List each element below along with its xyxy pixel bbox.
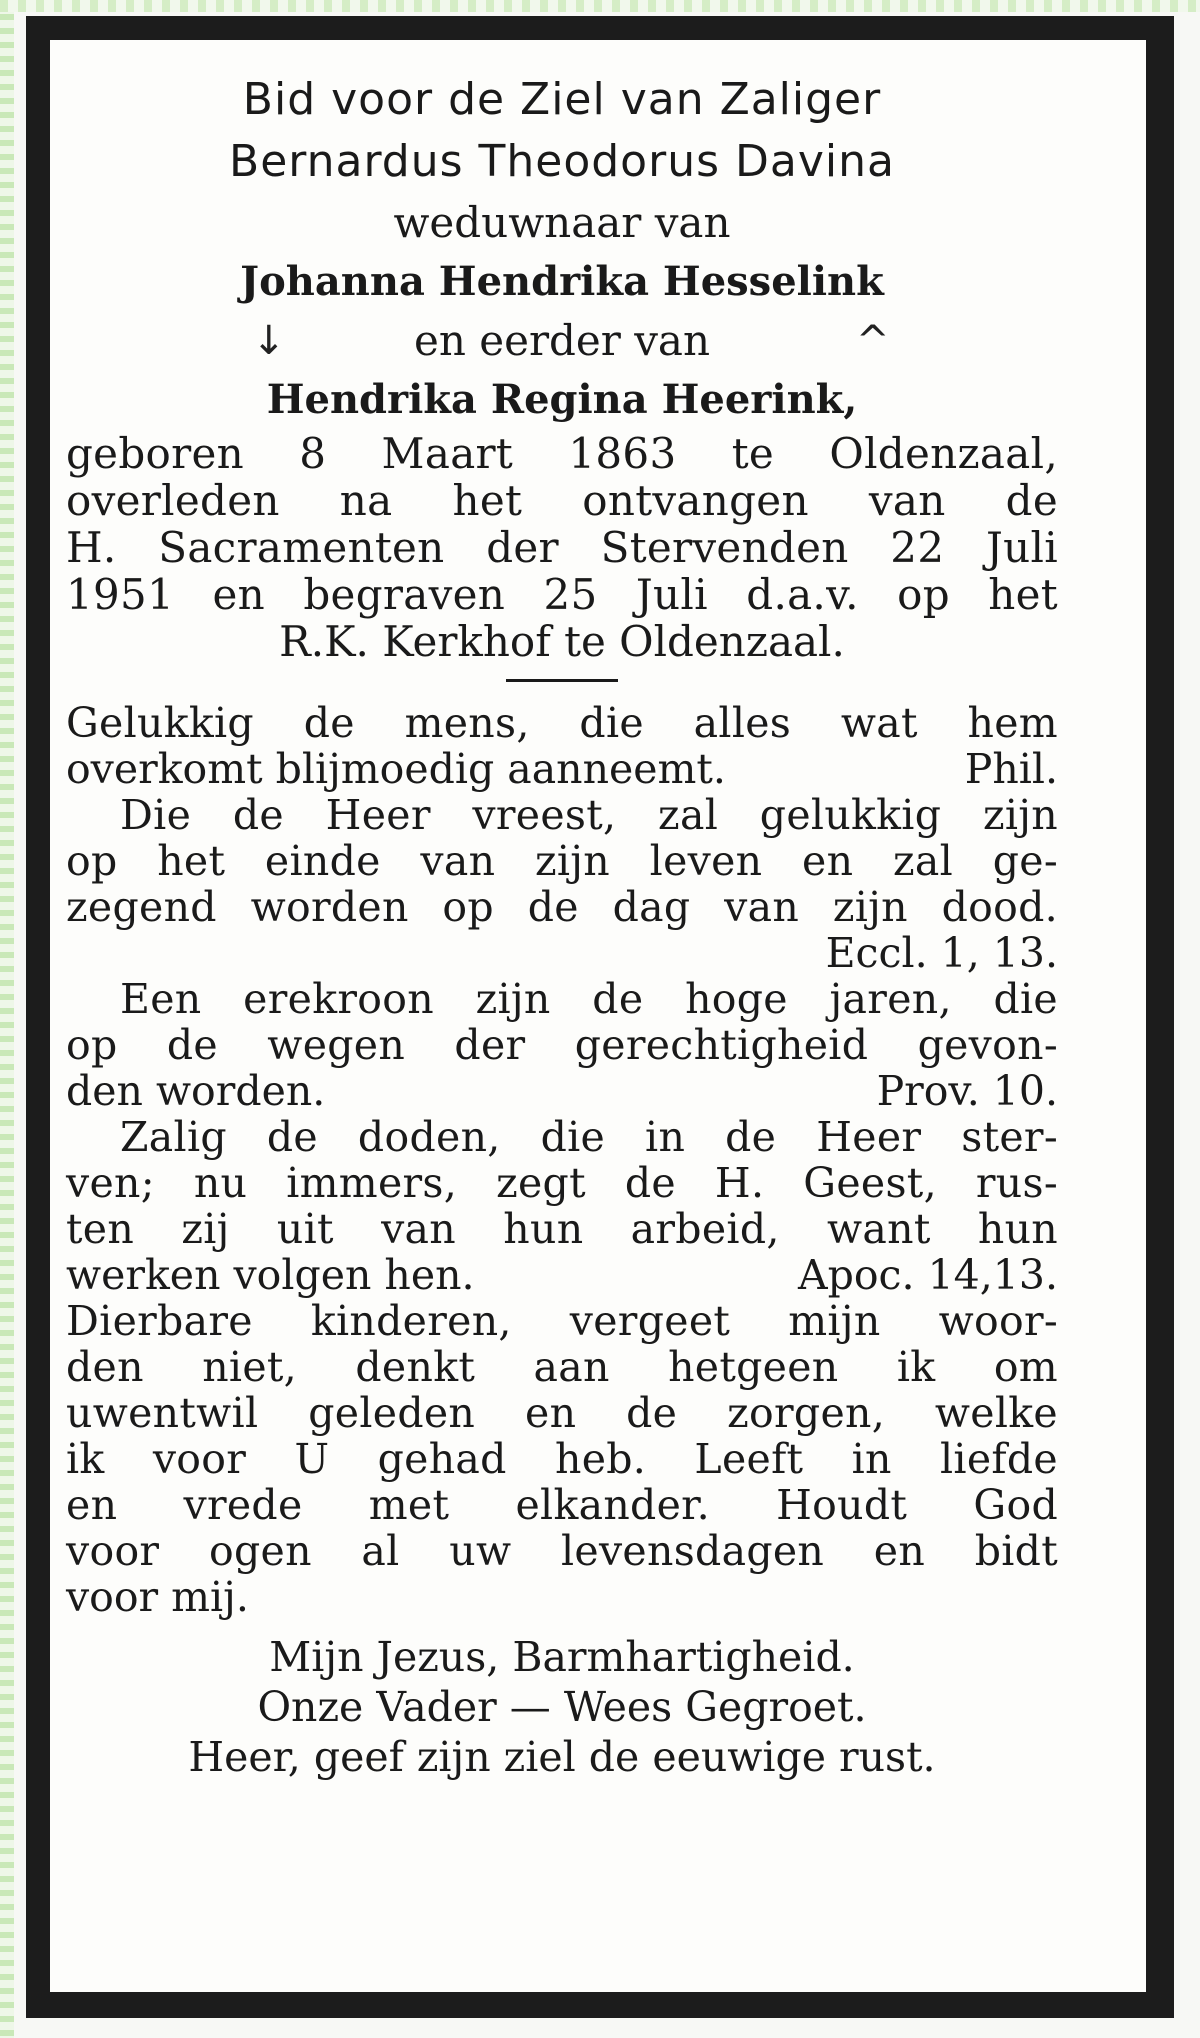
parting-line: voor ogen al uw levensdagen en bidt bbox=[66, 1527, 1058, 1575]
biography-line: H. Sacramenten der Stervenden 22 Juli bbox=[66, 523, 1058, 572]
verse-line: Die de Heer vreest, zal gelukkig zijn bbox=[120, 791, 1058, 839]
verse-reference: Eccl. 1, 13. bbox=[825, 929, 1058, 977]
verse-phil bbox=[66, 700, 1058, 792]
prayer-onze-vader: Onze Vader — Wees Gegroet. bbox=[257, 1683, 867, 1731]
parting-line: uwentwil geleden en de zorgen, welke bbox=[66, 1389, 1058, 1437]
card-text bbox=[66, 70, 1058, 1782]
verse-reference: Prov. 10. bbox=[876, 1067, 1058, 1115]
deceased-name: Bernardus Theodorus Davina bbox=[229, 136, 895, 187]
earlier-wife-row bbox=[66, 312, 1058, 370]
biography-line: 1951 en begraven 25 Juli d.a.v. op het bbox=[66, 570, 1058, 619]
parting-line: Dierbare kinderen, vergeet mijn woor- bbox=[66, 1297, 1058, 1345]
verse-line-with-ref bbox=[66, 1068, 1058, 1114]
verse-line: op het einde van zijn leven en zal ge- bbox=[66, 837, 1058, 885]
final-prayer: Heer, geef zijn ziel de eeuwige rust. bbox=[188, 1733, 936, 1781]
divider-rule bbox=[506, 679, 618, 682]
first-wife-name: Johanna Hendrika Hesselink bbox=[240, 258, 884, 305]
parting-last-line: voor mij. bbox=[66, 1573, 249, 1621]
verse-line: Gelukkig de mens, die alles wat hem bbox=[66, 699, 1058, 747]
biography-block bbox=[66, 430, 1058, 665]
spacer bbox=[66, 1620, 1058, 1632]
verse-line: overkomt blijmoedig aanneemt. bbox=[66, 745, 726, 793]
widower-line: weduwnaar van bbox=[393, 198, 731, 247]
verse-line-with-ref bbox=[66, 1252, 1058, 1298]
biography-line: overleden na het ontvangen van de bbox=[66, 476, 1058, 525]
green-paper-edge-left bbox=[0, 0, 14, 2038]
green-paper-edge-top bbox=[0, 0, 1200, 12]
header-line-prayer: Bid voor de Ziel van Zaliger bbox=[242, 74, 882, 125]
verse-line: den worden. bbox=[66, 1067, 326, 1115]
verse-reference-row bbox=[66, 930, 1058, 976]
earlier-line: en eerder van bbox=[413, 316, 711, 365]
verse-apoc bbox=[66, 1114, 1058, 1298]
biography-last-line: R.K. Kerkhof te Oldenzaal. bbox=[279, 617, 845, 666]
verse-line: Zalig de doden, die in de Heer ster- bbox=[120, 1113, 1058, 1161]
parting-line: den niet, denkt aan hetgeen ik om bbox=[66, 1343, 1058, 1391]
handwritten-arrow-mark: ↓ bbox=[252, 318, 286, 364]
parting-line: en vrede met elkander. Houdt God bbox=[66, 1481, 1058, 1529]
verse-line: werken volgen hen. bbox=[66, 1251, 475, 1299]
parting-line: ik voor U gehad heb. Leeft in liefde bbox=[66, 1435, 1058, 1483]
biography-line: geboren 8 Maart 1863 te Oldenzaal, bbox=[66, 429, 1058, 478]
verse-prov bbox=[66, 976, 1058, 1114]
verse-line: op de wegen der gerechtigheid gevon- bbox=[66, 1021, 1058, 1069]
second-wife-name: Hendrika Regina Heerink, bbox=[266, 376, 858, 423]
verse-line-with-ref bbox=[66, 746, 1058, 792]
verse-line: zegend worden op de dag van zijn dood. bbox=[66, 883, 1058, 931]
verse-line: Een erekroon zijn de hoge jaren, die bbox=[120, 975, 1058, 1023]
prayer-jezus: Mijn Jezus, Barmhartigheid. bbox=[269, 1633, 855, 1681]
verse-line: ven; nu immers, zegt de H. Geest, rus- bbox=[66, 1159, 1058, 1207]
parting-words bbox=[66, 1298, 1058, 1620]
handwritten-caret-mark: ^ bbox=[856, 318, 890, 364]
verse-eccl bbox=[66, 792, 1058, 976]
verse-reference: Apoc. 14,13. bbox=[798, 1251, 1058, 1299]
verse-reference: Phil. bbox=[964, 745, 1058, 793]
verse-line: ten zij uit van hun arbeid, want hun bbox=[66, 1205, 1058, 1253]
